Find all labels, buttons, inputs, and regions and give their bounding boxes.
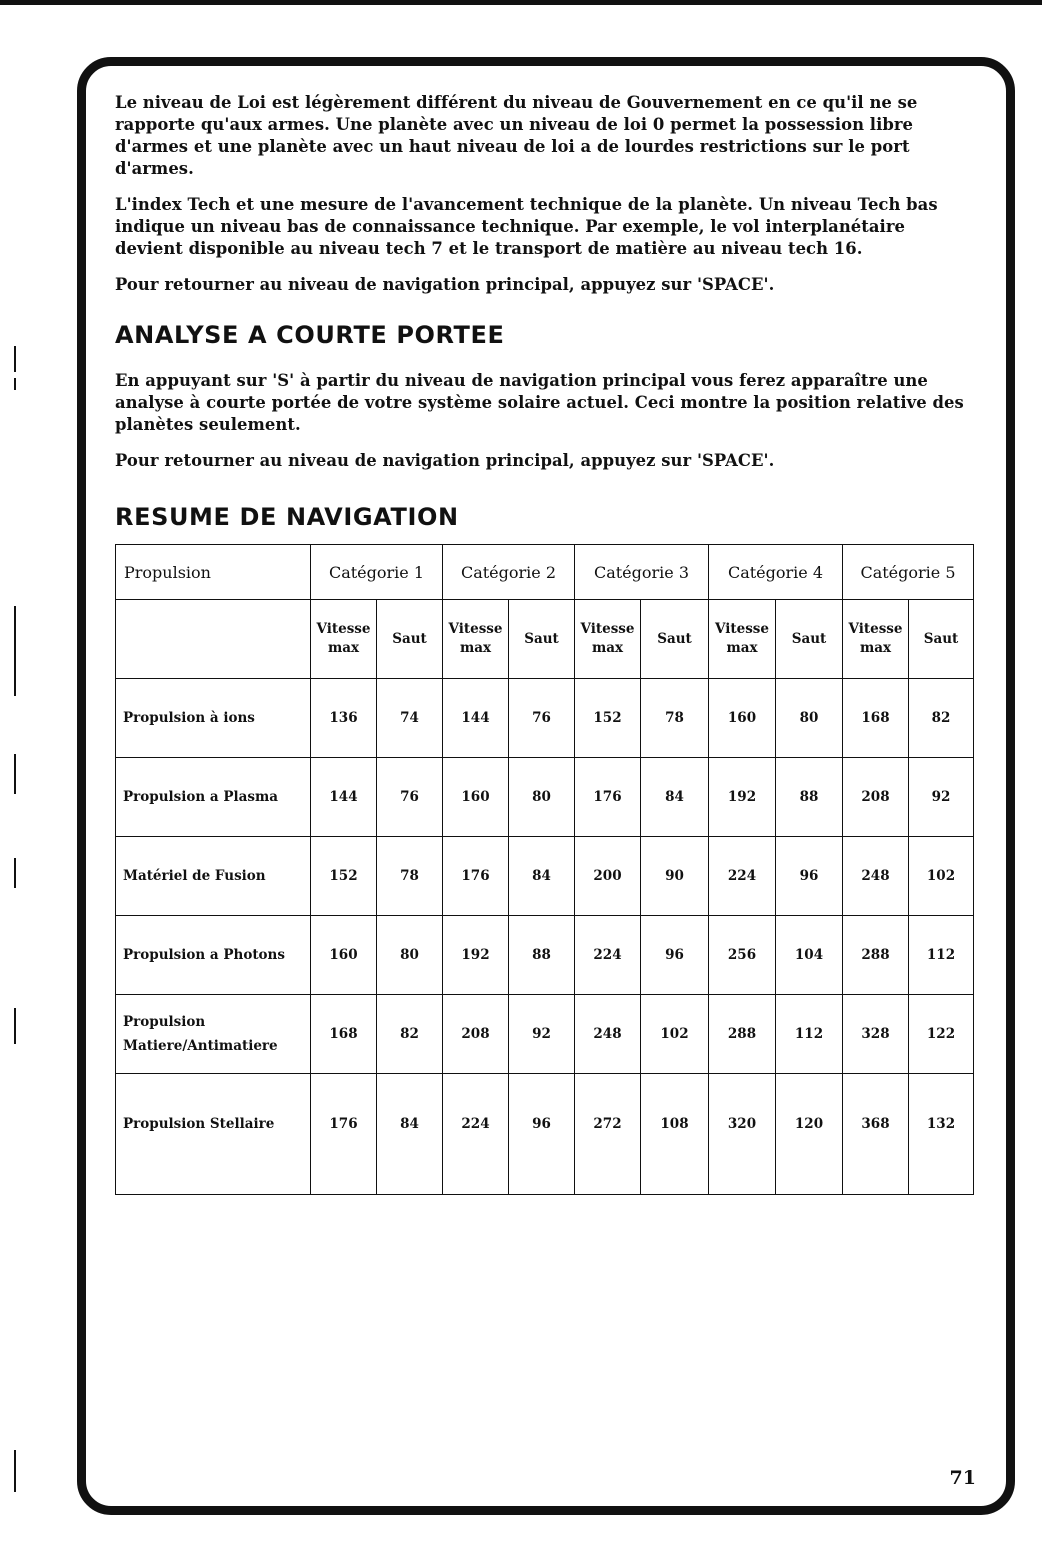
- cell-value: 82: [377, 995, 443, 1074]
- cell-value: 78: [377, 837, 443, 916]
- cell-value: 192: [443, 916, 509, 995]
- top-rule: [0, 0, 1042, 5]
- speed-line1: Vitesse: [448, 621, 503, 637]
- paragraph-law-level: Le niveau de Loi est légèrement différent du niveau de Gouvernement en ce qu'il ne se rapporte qu'aux armes. Une planète avec un niveau de loi 0 permet la possession libre d'armes et une planète avec un haut niveau de loi a de lourdes restrictions sur le port d'armes.: [115, 93, 918, 178]
- cell-value: 168: [843, 679, 909, 758]
- subheader-jump: Saut: [377, 600, 443, 679]
- cell-value: 224: [709, 837, 776, 916]
- cell-value: 80: [776, 679, 843, 758]
- table-row: [116, 837, 974, 916]
- table-row: [116, 679, 974, 758]
- cell-value: 176: [443, 837, 509, 916]
- speed-line1: Vitesse: [715, 621, 769, 637]
- row-label: Propulsion a Plasma: [116, 758, 311, 837]
- subheader-empty: [116, 600, 311, 679]
- margin-mark: [14, 346, 16, 372]
- cell-value: 84: [509, 837, 575, 916]
- cell-value: 136: [311, 679, 377, 758]
- paragraph-return-space-2: Pour retourner au niveau de navigation principal, appuyez sur 'SPACE'.: [115, 451, 775, 470]
- cell-value: 176: [575, 758, 641, 837]
- cell-value: 78: [641, 679, 709, 758]
- subheader-speed: [709, 600, 776, 679]
- page-content: [115, 92, 977, 1195]
- cell-value: 192: [709, 758, 776, 837]
- cell-value: 104: [776, 916, 843, 995]
- cell-value: 200: [575, 837, 641, 916]
- speed-line2: max: [859, 640, 892, 656]
- row-label: Propulsion a Photons: [116, 916, 311, 995]
- cell-value: 80: [377, 916, 443, 995]
- table-row: [116, 1074, 974, 1195]
- cell-value: 248: [575, 995, 641, 1074]
- cell-value: 108: [641, 1074, 709, 1195]
- cell-value: 96: [776, 837, 843, 916]
- header-category: Catégorie 5: [843, 545, 974, 600]
- cell-value: 90: [641, 837, 709, 916]
- header-category: Catégorie 1: [311, 545, 443, 600]
- cell-value: 160: [709, 679, 776, 758]
- cell-value: 84: [641, 758, 709, 837]
- cell-value: 168: [311, 995, 377, 1074]
- cell-value: 208: [843, 758, 909, 837]
- navigation-summary-table: [115, 544, 974, 1195]
- speed-line2: max: [726, 640, 758, 656]
- header-category: Catégorie 4: [709, 545, 843, 600]
- cell-value: 80: [509, 758, 575, 837]
- row-label: Propulsion Stellaire: [116, 1074, 311, 1195]
- subheader-speed: [443, 600, 509, 679]
- cell-value: 144: [443, 679, 509, 758]
- cell-value: 92: [509, 995, 575, 1074]
- table-subheader-row: [116, 600, 974, 679]
- row-label: Propulsion à ions: [116, 679, 311, 758]
- header-propulsion: Propulsion: [116, 545, 311, 600]
- cell-value: 76: [509, 679, 575, 758]
- table-header-row: [116, 545, 974, 600]
- margin-mark: [14, 754, 16, 794]
- cell-value: 224: [575, 916, 641, 995]
- cell-value: 160: [311, 916, 377, 995]
- cell-value: 288: [709, 995, 776, 1074]
- cell-value: 84: [377, 1074, 443, 1195]
- cell-value: 288: [843, 916, 909, 995]
- cell-value: 272: [575, 1074, 641, 1195]
- table-row: [116, 916, 974, 995]
- margin-mark: [14, 1008, 16, 1044]
- row-label: Matériel de Fusion: [116, 837, 311, 916]
- cell-value: 152: [575, 679, 641, 758]
- cell-value: 122: [909, 995, 974, 1074]
- cell-value: 152: [311, 837, 377, 916]
- header-category: Catégorie 2: [443, 545, 575, 600]
- speed-line2: max: [459, 640, 492, 656]
- speed-line2: max: [591, 640, 624, 656]
- speed-line1: Vitesse: [316, 621, 371, 637]
- cell-value: 74: [377, 679, 443, 758]
- subheader-jump: Saut: [509, 600, 575, 679]
- cell-value: 96: [641, 916, 709, 995]
- subheader-speed: [311, 600, 377, 679]
- paragraph-tech-index: L'index Tech et une mesure de l'avancement technique de la planète. Un niveau Tech bas indique un niveau bas de connaissance technique. Par exemple, le vol interplanétaire devient disponible au niveau tech 7 et le transport de matière au niveau tech 16.: [115, 195, 938, 258]
- cell-value: 92: [909, 758, 974, 837]
- table-row: [116, 995, 974, 1074]
- margin-mark: [14, 378, 16, 390]
- margin-mark: [14, 858, 16, 888]
- cell-value: 256: [709, 916, 776, 995]
- cell-value: 76: [377, 758, 443, 837]
- table-row: [116, 758, 974, 837]
- cell-value: 120: [776, 1074, 843, 1195]
- header-category: Catégorie 3: [575, 545, 709, 600]
- cell-value: 112: [776, 995, 843, 1074]
- heading-analyse: ANALYSE A COURTE PORTEE: [115, 321, 505, 349]
- speed-line1: Vitesse: [848, 621, 903, 637]
- subheader-speed: [575, 600, 641, 679]
- page-number: 71: [949, 1467, 976, 1489]
- cell-value: 112: [909, 916, 974, 995]
- cell-value: 208: [443, 995, 509, 1074]
- cell-value: 88: [776, 758, 843, 837]
- margin-mark: [14, 1450, 16, 1492]
- cell-value: 102: [909, 837, 974, 916]
- cell-value: 176: [311, 1074, 377, 1195]
- cell-value: 328: [843, 995, 909, 1074]
- row-label: Propulsion Matiere/Antimatiere: [116, 995, 311, 1074]
- cell-value: 88: [509, 916, 575, 995]
- cell-value: 160: [443, 758, 509, 837]
- heading-resume: RESUME DE NAVIGATION: [115, 503, 459, 531]
- speed-line2: max: [327, 640, 360, 656]
- subheader-jump: Saut: [776, 600, 843, 679]
- cell-value: 248: [843, 837, 909, 916]
- margin-mark: [14, 606, 16, 696]
- paragraph-return-space: Pour retourner au niveau de navigation principal, appuyez sur 'SPACE'.: [115, 275, 775, 294]
- speed-line1: Vitesse: [580, 621, 635, 637]
- cell-value: 368: [843, 1074, 909, 1195]
- cell-value: 82: [909, 679, 974, 758]
- cell-value: 144: [311, 758, 377, 837]
- cell-value: 96: [509, 1074, 575, 1195]
- subheader-jump: Saut: [909, 600, 974, 679]
- cell-value: 102: [641, 995, 709, 1074]
- subheader-speed: [843, 600, 909, 679]
- cell-value: 132: [909, 1074, 974, 1195]
- subheader-jump: Saut: [641, 600, 709, 679]
- paragraph-short-range-scan: En appuyant sur 'S' à partir du niveau de navigation principal vous ferez apparaître une analyse à courte portée de votre système solaire actuel. Ceci montre la position relative des planètes seulement.: [115, 371, 964, 434]
- cell-value: 224: [443, 1074, 509, 1195]
- cell-value: 320: [709, 1074, 776, 1195]
